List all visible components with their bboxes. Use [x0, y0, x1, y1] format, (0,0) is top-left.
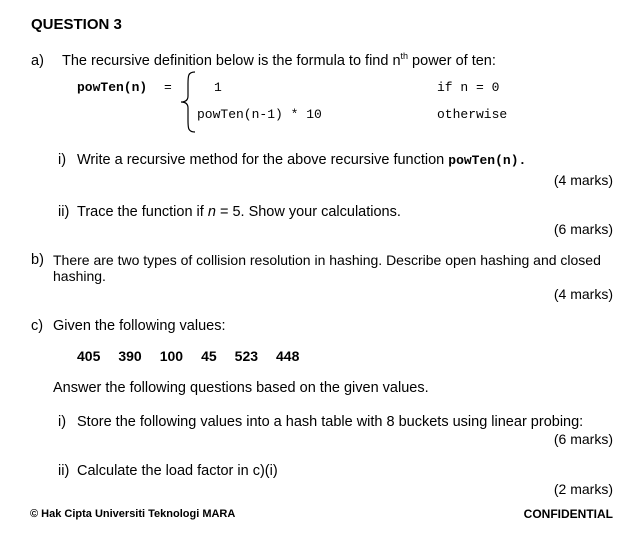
- value-item: 448: [276, 348, 300, 364]
- part-c-intro: Given the following values:: [53, 318, 226, 334]
- part-c-i-text: Store the following values into a hash table with 8 buckets using linear probing:: [77, 414, 584, 430]
- value-item: 100: [159, 348, 184, 364]
- part-b-label: b): [31, 252, 44, 268]
- part-a-ii-marks: (6 marks): [553, 221, 613, 237]
- case1-expression: 1: [214, 80, 222, 95]
- equals-sign: =: [164, 80, 172, 95]
- case1-condition: if n = 0: [437, 80, 500, 95]
- part-c-ii-marks: (2 marks): [553, 481, 613, 497]
- part-c-i-marks: (6 marks): [553, 431, 613, 447]
- footer-classification: CONFIDENTIAL: [523, 507, 613, 521]
- part-b-marks: (4 marks): [553, 286, 613, 302]
- function-name: powTen(n): [77, 80, 148, 95]
- part-a-ii-pre: Trace the function if: [77, 204, 208, 220]
- values-list: [77, 348, 299, 366]
- case2-expression: powTen(n-1) * 10: [197, 107, 322, 122]
- value-item: 405: [77, 348, 101, 364]
- part-a-i-instruction: Write a recursive method for the above recursive function: [77, 152, 445, 168]
- part-a-i-code: powTen(n).: [448, 153, 527, 168]
- part-c-instruction: Answer the following questions based on the given values.: [53, 380, 429, 396]
- question-title: QUESTION 3: [31, 16, 122, 33]
- part-a-ii-post: = 5. Show your calculations.: [215, 204, 401, 220]
- part-a-intro-suffix: power of ten:: [408, 53, 496, 69]
- part-a-intro-sup: th: [400, 51, 409, 62]
- value-item: 45: [201, 348, 217, 364]
- part-a-ii-label: ii): [58, 204, 70, 220]
- part-c-label: c): [31, 318, 44, 334]
- value-item: 390: [118, 348, 142, 364]
- part-b-line2: hashing.: [53, 268, 106, 284]
- part-a-ii-var: n: [207, 204, 216, 220]
- part-a-i-label: i): [58, 152, 67, 168]
- part-a-intro-prefix: The recursive definition below is the formula to find n: [62, 53, 401, 69]
- value-item: 523: [234, 348, 259, 364]
- curly-brace: [178, 70, 198, 134]
- part-a-i-marks: (4 marks): [553, 172, 613, 188]
- part-a-i-text: [77, 152, 526, 168]
- part-c-ii-label: ii): [58, 463, 70, 479]
- part-b-line1: There are two types of collision resolution in hashing. Describe open hashing and closed: [53, 252, 601, 268]
- part-a-label: a): [31, 53, 44, 69]
- part-a-ii-text: [77, 204, 401, 220]
- part-c-i-label: i): [58, 414, 67, 430]
- part-c-ii-text: Calculate the load factor in c)(i): [77, 463, 278, 479]
- part-a-intro: [62, 53, 496, 69]
- footer-copyright: © Hak Cipta Universiti Teknologi MARA: [30, 508, 236, 520]
- case2-condition: otherwise: [437, 107, 508, 122]
